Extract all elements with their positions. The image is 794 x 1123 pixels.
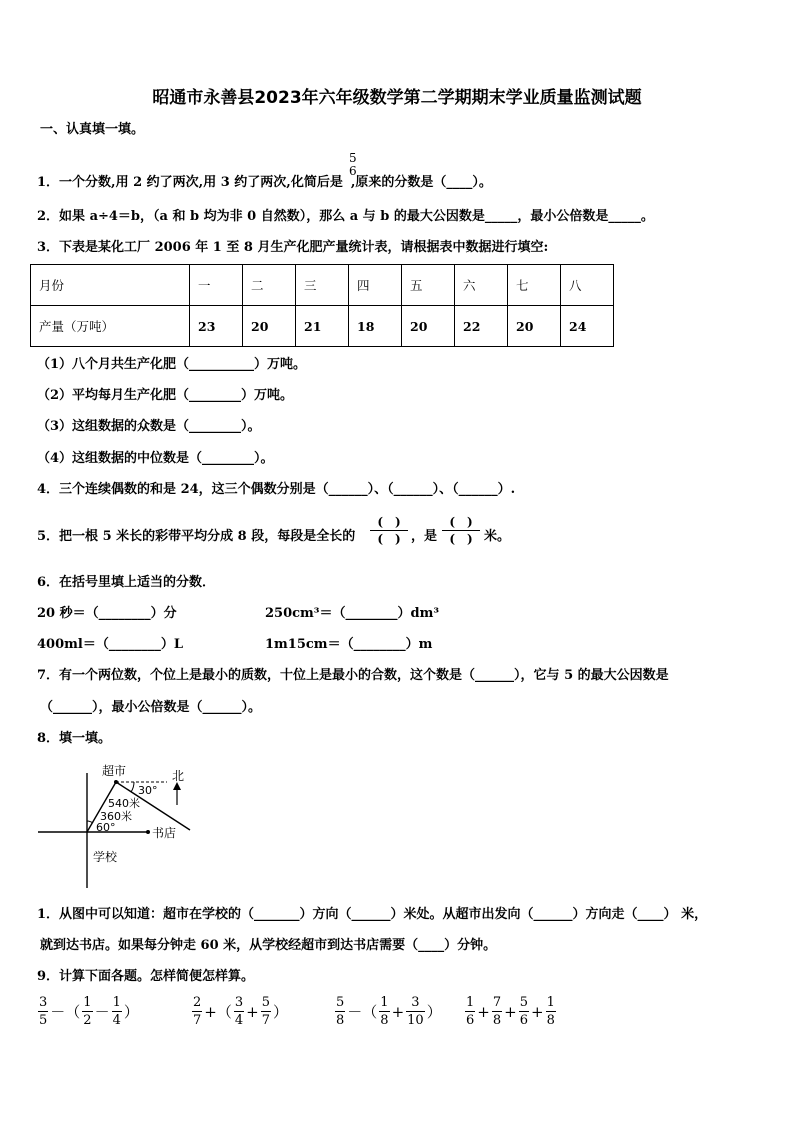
question-4: 4．三个连续偶数的和是 24，这三个偶数分别是（______）、（______）、（______）. [37,482,516,497]
fraction-denominator: 6 [349,164,357,178]
question-3-sub-1: （1）八个月共生产化肥（__________）万吨。 [37,357,307,372]
north-arrow-icon [173,782,181,790]
fraction: $\frac{2}{7}$ [193,995,202,1028]
school-label: 学校 [93,850,118,864]
table-cell: 20 [243,306,296,347]
distance-540-label: 540米 [108,797,140,810]
angle-arc-60 [87,821,93,823]
table-cell: 一 [190,265,243,306]
direction-diagram [30,758,205,893]
angle-30-label: 30° [138,784,158,797]
bookstore-point [146,830,150,834]
question-1 [37,176,492,189]
table-header-cell: 月份 [31,265,190,306]
fraction-denominator-blank: ( ) [449,532,473,546]
question-9: 9．计算下面各题。怎样简便怎样算。 [37,969,255,984]
question-5-text: 5．把一根 5 米长的彩带平均分成 8 段，每段是全长的 [37,529,356,544]
question-8-line-1: 1．从图中可以知道：超市在学校的（_______）方向（______）米处。从超市出发向（______）方向走（____） 米， [37,907,708,922]
table-cell: 20 [508,306,561,347]
fraction-numerator-blank: ( ) [377,515,401,529]
calc-expression-4: $\frac{1}{6}$ + $\frac{7}{8}$ + $\frac{5}{6}$ + $\frac{1}{8}$ [466,995,555,1028]
fraction: $\frac{3}{10}$ [407,995,424,1028]
fraction-denominator-blank: ( ) [377,532,401,546]
table-cell: 三 [296,265,349,306]
production-table [30,264,614,347]
question-8-line-2: 就到达书店。如果每分钟走 60 米，从学校经超市到达书店需要（____）分钟。 [40,938,497,953]
question-6: 6．在括号里填上适当的分数． [37,575,216,590]
question-1-text: 1．一个分数,用 2 约了两次,用 3 约了两次,化简后是 [37,175,343,190]
table-cell: 二 [243,265,296,306]
fraction: $\frac{5}{8}$ [336,995,345,1028]
table-cell: 五 [402,265,455,306]
fraction: $\frac{1}{4}$ [112,995,121,1028]
fraction-numerator-blank: ( ) [449,515,473,529]
fraction-numerator: 5 [349,151,357,165]
table-row [31,265,614,306]
angle-arc-30 [131,782,134,792]
question-6-item: 250cm³＝（________）dm³ [265,606,440,621]
table-header-cell: 产量（万吨） [31,306,190,347]
supermarket-label: 超市 [102,764,127,778]
fraction: $\frac{1}{6}$ [466,995,475,1028]
table-cell: 四 [349,265,402,306]
question-6-item: 400ml＝（________）L [37,637,183,652]
page-title: 昭通市永善县2023年六年级数学第二学期期末学业质量监测试题 [152,88,642,108]
calc-expression-3: $\frac{5}{8}$ －（ $\frac{1}{8}$ + $\frac{3}{10}$ ） [336,995,442,1028]
north-label: 北 [172,769,185,783]
table-cell: 23 [190,306,243,347]
question-5-fraction-1 [370,516,408,545]
bookstore-label: 书店 [152,826,177,840]
question-1-tail: ,原来的分数是（____）。 [350,175,492,190]
fraction: $\frac{1}{8}$ [546,995,555,1028]
table-cell: 七 [508,265,561,306]
fraction: $\frac{7}{8}$ [492,995,502,1028]
distance-360-label: 360米 [100,810,132,823]
calc-expression-2: $\frac{2}{7}$ +（ $\frac{3}{4}$ + $\frac{5}{7}$ ） [193,995,289,1028]
question-2: 2．如果 a÷4＝b，（a 和 b 均为非 0 自然数），那么 a 与 b 的最大公因数是_____，最小公倍数是_____。 [37,209,654,224]
fraction: $\frac{1}{2}$ [83,995,92,1028]
question-6-item: 20 秒＝（________）分 [37,606,177,621]
question-7-line-1: 7．有一个两位数，个位上是最小的质数，十位上是最小的合数，这个数是（______），它与 5 的最大公因数是 [37,668,669,683]
table-cell: 18 [349,306,402,347]
fraction: $\frac{1}{8}$ [380,995,389,1028]
question-3-sub-4: （4）这组数据的中位数是（________）。 [37,451,274,466]
question-5-fraction-2 [442,516,480,545]
table-cell: 22 [455,306,508,347]
fraction: $\frac{3}{5}$ [39,995,48,1028]
table-row [31,306,614,347]
question-5-unit: 米。 [484,529,511,544]
fraction: $\frac{5}{7}$ [261,995,270,1028]
table-cell: 24 [561,306,614,347]
fraction: $\frac{3}{4}$ [234,995,244,1028]
question-8: 8．填一填。 [37,731,112,746]
calc-expression-1: $\frac{3}{5}$ －（ $\frac{1}{2}$ － $\frac{1}{4}$ ） [39,995,139,1028]
question-3-sub-2: （2）平均每月生产化肥（________）万吨。 [37,388,294,403]
table-cell: 20 [402,306,455,347]
question-1-fraction [349,152,357,177]
section-heading: 一、认真填一填。 [40,122,145,137]
table-cell: 八 [561,265,614,306]
table-cell: 六 [455,265,508,306]
angle-60-label: 60° [96,821,116,834]
fraction: $\frac{5}{6}$ [519,995,528,1028]
table-cell: 21 [296,306,349,347]
question-6-item: 1m15cm＝（________）m [265,637,433,652]
question-5-connector: ，是 [411,529,438,544]
question-3-sub-3: （3）这组数据的众数是（________）。 [37,419,261,434]
question-7-line-2: （______），最小公倍数是（______）。 [40,700,262,715]
question-3: 3．下表是某化工厂 2006 年 1 至 8 月生产化肥产量统计表，请根据表中数据进行填空: [37,240,549,255]
